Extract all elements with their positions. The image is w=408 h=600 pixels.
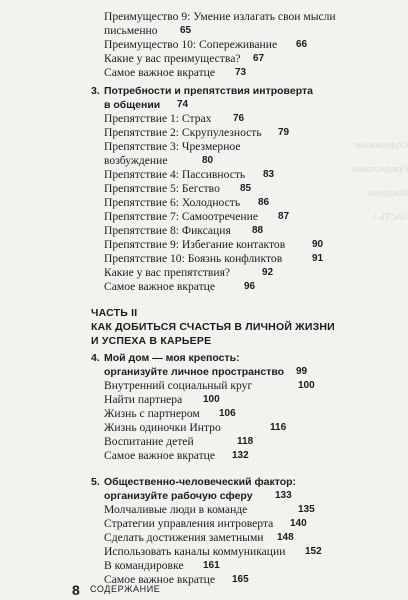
bleed-through-line: Содержание bbox=[355, 140, 408, 150]
toc-entry: Препятствие 8: Фиксация bbox=[104, 224, 231, 237]
toc-entry: Препятствие 1: Страх bbox=[104, 112, 212, 125]
toc-page-number: 96 bbox=[244, 281, 256, 292]
toc-entry: Сделать достижения заметными bbox=[104, 531, 264, 544]
toc-entry: Внутренний социальный круг bbox=[104, 379, 253, 392]
toc-entry: Препятствие 2: Скрупулезность bbox=[104, 126, 262, 139]
toc-entry: Использовать каналы коммуникации bbox=[104, 545, 286, 558]
toc-entry: Молчаливые люди в команде bbox=[104, 503, 248, 516]
toc-page-number: 76 bbox=[233, 113, 245, 124]
toc-page-number: 90 bbox=[312, 239, 324, 250]
bleed-through-line: Введение bbox=[367, 188, 408, 198]
toc-entry: Какие у вас препятствия? bbox=[104, 266, 231, 279]
bleed-through-line: ЧАСТЬ I bbox=[373, 212, 408, 222]
part-label: ЧАСТЬ II bbox=[91, 307, 138, 319]
toc-page-number: 86 bbox=[258, 197, 270, 208]
toc-entry: Воспитание детей bbox=[104, 435, 194, 448]
part-title: КАК ДОБИТЬСЯ СЧАСТЬЯ В ЛИЧНОЙ ЖИЗНИ bbox=[91, 321, 335, 333]
toc-entry: В командировке bbox=[104, 559, 184, 572]
toc-page-number: 165 bbox=[232, 574, 249, 585]
toc-page-number: 116 bbox=[270, 422, 287, 433]
toc-entry: Препятствие 3: Чрезмерное bbox=[104, 140, 241, 153]
page-number: 8 bbox=[72, 582, 80, 598]
toc-page-number: 132 bbox=[232, 450, 249, 461]
toc-page-number: 79 bbox=[278, 127, 290, 138]
toc-entry: Найти партнера bbox=[104, 393, 183, 406]
toc-entry: Препятствие 9: Избегание контактов bbox=[104, 238, 286, 251]
toc-page-number: 88 bbox=[252, 225, 264, 236]
chapter-number: 3. bbox=[91, 85, 100, 97]
toc-entry: Преимущество 9: Умение излагать свои мысли bbox=[104, 10, 336, 23]
bleed-through-line: Предисловие bbox=[351, 164, 408, 174]
toc-entry: Препятствие 6: Холодность bbox=[104, 196, 241, 209]
toc-page-number: 92 bbox=[262, 267, 274, 278]
toc-page-number: 118 bbox=[237, 436, 254, 447]
toc-page-number: 67 bbox=[253, 53, 265, 64]
toc-entry: Препятствие 5: Бегство bbox=[104, 182, 220, 195]
chapter-title: организуйте рабочую сферу bbox=[104, 490, 253, 502]
bleed-through-text bbox=[278, 140, 408, 380]
toc-entry: возбуждение bbox=[104, 154, 168, 167]
toc-page-number: 140 bbox=[290, 518, 307, 529]
chapter-title: Мой дом — моя крепость: bbox=[104, 352, 240, 364]
toc-entry: Преимущество 10: Сопереживание bbox=[104, 38, 278, 51]
toc-page-number: 135 bbox=[298, 504, 315, 515]
toc-entry: Стратегии управления интроверта bbox=[104, 517, 274, 530]
toc-page-number: 152 bbox=[305, 546, 322, 557]
chapter-title: организуйте личное пространство bbox=[104, 366, 285, 378]
toc-entry: письменно bbox=[104, 24, 158, 37]
chapter-title: Общественно-человеческий фактор: bbox=[104, 476, 297, 488]
toc-entry: Самое важное вкратце bbox=[104, 66, 216, 79]
toc-entry: Жизнь с партнером bbox=[104, 407, 200, 420]
toc-page-number: 148 bbox=[277, 532, 294, 543]
toc-page-number: 100 bbox=[203, 394, 220, 405]
toc-page-number: 100 bbox=[298, 380, 315, 391]
toc-page-number: 99 bbox=[296, 366, 308, 377]
toc-entry: Самое важное вкратце bbox=[104, 573, 216, 586]
toc-entry: Самое важное вкратце bbox=[104, 280, 216, 293]
part-title: И УСПЕХА В КАРЬЕРЕ bbox=[91, 335, 212, 347]
toc-page-number: 74 bbox=[177, 99, 189, 110]
toc-page-number: 83 bbox=[263, 169, 275, 180]
toc-page-number: 133 bbox=[275, 490, 292, 501]
toc-page-number: 73 bbox=[235, 67, 247, 78]
toc-entry: Самое важное вкратце bbox=[104, 449, 216, 462]
chapter-title: в общении bbox=[104, 99, 161, 111]
toc-page-number: 85 bbox=[240, 183, 252, 194]
toc-page-number: 106 bbox=[219, 408, 236, 419]
chapter-title: Потребности и препятствия интроверта bbox=[104, 85, 313, 97]
toc-entry: Препятствие 4: Пассивность bbox=[104, 168, 246, 181]
toc-entry: Жизнь одиночки Интро bbox=[104, 421, 221, 434]
toc-page-number: 66 bbox=[296, 39, 308, 50]
running-footer: СОДЕРЖАНИЕ bbox=[90, 584, 161, 594]
toc-page-number: 91 bbox=[312, 253, 324, 264]
toc-page-number: 87 bbox=[278, 211, 290, 222]
toc-entry: Препятствие 10: Боязнь конфликтов bbox=[104, 252, 283, 265]
chapter-number: 5. bbox=[91, 476, 100, 488]
chapter-number: 4. bbox=[91, 352, 100, 364]
toc-page-number: 65 bbox=[180, 25, 192, 36]
toc-entry: Какие у вас преимущества? bbox=[104, 52, 241, 65]
toc-page-number: 80 bbox=[202, 155, 214, 166]
toc-page-number: 161 bbox=[203, 560, 220, 571]
toc-entry: Препятствие 7: Самоотречение bbox=[104, 210, 258, 223]
